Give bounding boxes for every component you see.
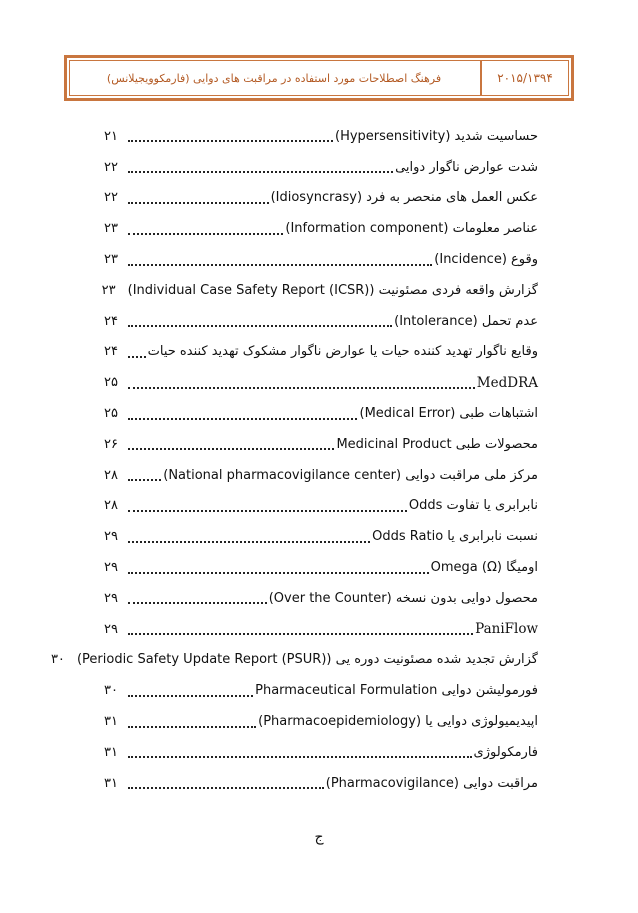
toc-entry-page: ۲۸ [104, 498, 118, 514]
toc-entry [104, 768, 538, 799]
toc-entry-page: ۲۸ [104, 467, 118, 483]
toc-entry-title: مرکز ملی مراقبت دوایی (National pharmacovigilance center) [163, 467, 538, 483]
toc-entry-page: ۲۴ [104, 344, 118, 360]
toc-entry-page: ۲۹ [104, 529, 118, 545]
dot-leader [128, 356, 146, 358]
toc-entry-title: مراقبت دوایی (Pharmacovigilance) [325, 775, 538, 791]
toc-entry-page: ۳۱ [104, 744, 118, 760]
toc-entry-page: ۳۱ [104, 775, 118, 791]
header-title: فرهنگ اصطلاحات مورد استفاده در مراقبت های دوایی (فارمکوویجیلانس) [106, 71, 442, 85]
toc-entry [104, 183, 538, 214]
dot-leader [128, 602, 267, 604]
dot-leader [128, 387, 475, 389]
toc-entry-title: عناصر معلومات (Information component) [285, 221, 538, 237]
toc-entry-page: ۳۰ [50, 652, 65, 668]
toc-entry [104, 398, 538, 429]
dot-leader [128, 572, 429, 574]
toc-entry-title: اپیدیمیولوژی دوایی یا (Pharmacoepidemiology) [258, 714, 538, 730]
toc-entry-page: ۲۳ [104, 221, 118, 237]
toc-entry-page: ۲۵ [104, 375, 118, 391]
toc-entry-title: PaniFlow [475, 621, 538, 638]
toc-entry-page: ۲۵ [104, 406, 118, 422]
toc-entry-title: محصول دوایی بدون نسخه (Over the Counter) [268, 590, 538, 606]
toc-entry-title: گزارش واقعه فردی مصئونیت (Individual Case Safety Report (ICSR)) [127, 282, 538, 298]
toc-entry [104, 614, 538, 645]
toc-entry [104, 213, 538, 244]
toc-entry-title: حساسیت شدید (Hypersensitivity) [334, 128, 538, 144]
toc-entry [101, 275, 538, 306]
toc-entry-title: نابرابری یا تفاوت Odds [408, 498, 538, 514]
toc-entry-page: ۲۹ [104, 590, 118, 606]
toc-entry [104, 491, 538, 522]
header-divider [480, 61, 482, 95]
toc-entry [104, 737, 538, 768]
dot-leader [128, 479, 161, 481]
dot-leader [128, 510, 407, 512]
dot-leader [128, 756, 472, 758]
toc-entry-title: MedDRA [476, 374, 538, 391]
dot-leader [128, 633, 473, 635]
toc-entry-title: فارمکولوژی [473, 744, 538, 760]
toc-entry-title: نسبت نابرابری یا Odds Ratio [372, 529, 538, 545]
dot-leader [128, 695, 253, 697]
toc-entry-page: ۲۳ [104, 252, 118, 268]
dot-leader [128, 264, 432, 266]
header-year: ۲۰۱۵/۱۳۹۴ [497, 71, 553, 85]
toc-entry-page: ۲۱ [104, 128, 118, 144]
toc-entry [104, 244, 538, 275]
toc-entry-page: ۲۹ [104, 621, 118, 637]
toc-entry-title: اومیگا (Ω) Omega [430, 560, 538, 576]
dot-leader [128, 448, 334, 450]
toc-entry [104, 460, 538, 491]
toc-entry [104, 429, 538, 460]
toc-entry-title: وقوع (Incidence) [434, 252, 538, 268]
toc-entry [104, 706, 538, 737]
toc-entry-title: اشتباهات طبی (Medical Error) [359, 406, 538, 422]
toc-entry [104, 521, 538, 552]
toc-entry-page: ۲۳ [101, 282, 116, 298]
toc-entry-title: شدت عوارض ناگوار دوایی [395, 159, 538, 175]
dot-leader [128, 787, 324, 789]
page-header [64, 55, 574, 101]
toc-entry [50, 645, 538, 676]
toc-entry-title: فورمولیشن دوایی Pharmaceutical Formulation [255, 683, 538, 699]
toc-entry-title: عکس العمل های منحصر به فرد (Idiosyncrasy) [270, 190, 538, 206]
toc-entry-title: محصولات طبی Medicinal Product [336, 436, 538, 452]
toc-entry-page: ۲۲ [104, 159, 118, 175]
toc-entry [104, 306, 538, 337]
toc-entry-page: ۲۲ [104, 190, 118, 206]
toc-entry [104, 583, 538, 614]
toc-entry-page: ۳۱ [104, 714, 118, 730]
toc-entry [104, 121, 538, 152]
dot-leader [128, 418, 357, 420]
table-of-contents [50, 121, 538, 799]
dot-leader [128, 726, 256, 728]
toc-entry [104, 152, 538, 183]
dot-leader [128, 325, 392, 327]
toc-entry [104, 675, 538, 706]
toc-entry-title: گزارش تجدید شده مصئونیت دوره یی (Periodic Safety Update Report (PSUR)) [76, 652, 538, 668]
toc-entry-page: ۲۴ [104, 313, 118, 329]
toc-entry [104, 552, 538, 583]
toc-entry [104, 337, 538, 368]
toc-entry [104, 367, 538, 398]
toc-entry-page: ۳۰ [104, 683, 118, 699]
page-number: ج [314, 829, 324, 845]
toc-entry-page: ۲۶ [104, 436, 118, 452]
toc-entry-title: وقایع ناگوار تهدید کننده حیات یا عوارض ناگوار مشکوک تهدید کننده حیات [147, 344, 538, 360]
header-inner-frame [69, 60, 569, 96]
toc-entry-page: ۲۹ [104, 560, 118, 576]
dot-leader [128, 202, 269, 204]
dot-leader [128, 140, 333, 142]
dot-leader [128, 541, 370, 543]
dot-leader [128, 233, 283, 235]
toc-entry-title: عدم تحمل (Intolerance) [394, 313, 538, 329]
dot-leader [128, 171, 393, 173]
